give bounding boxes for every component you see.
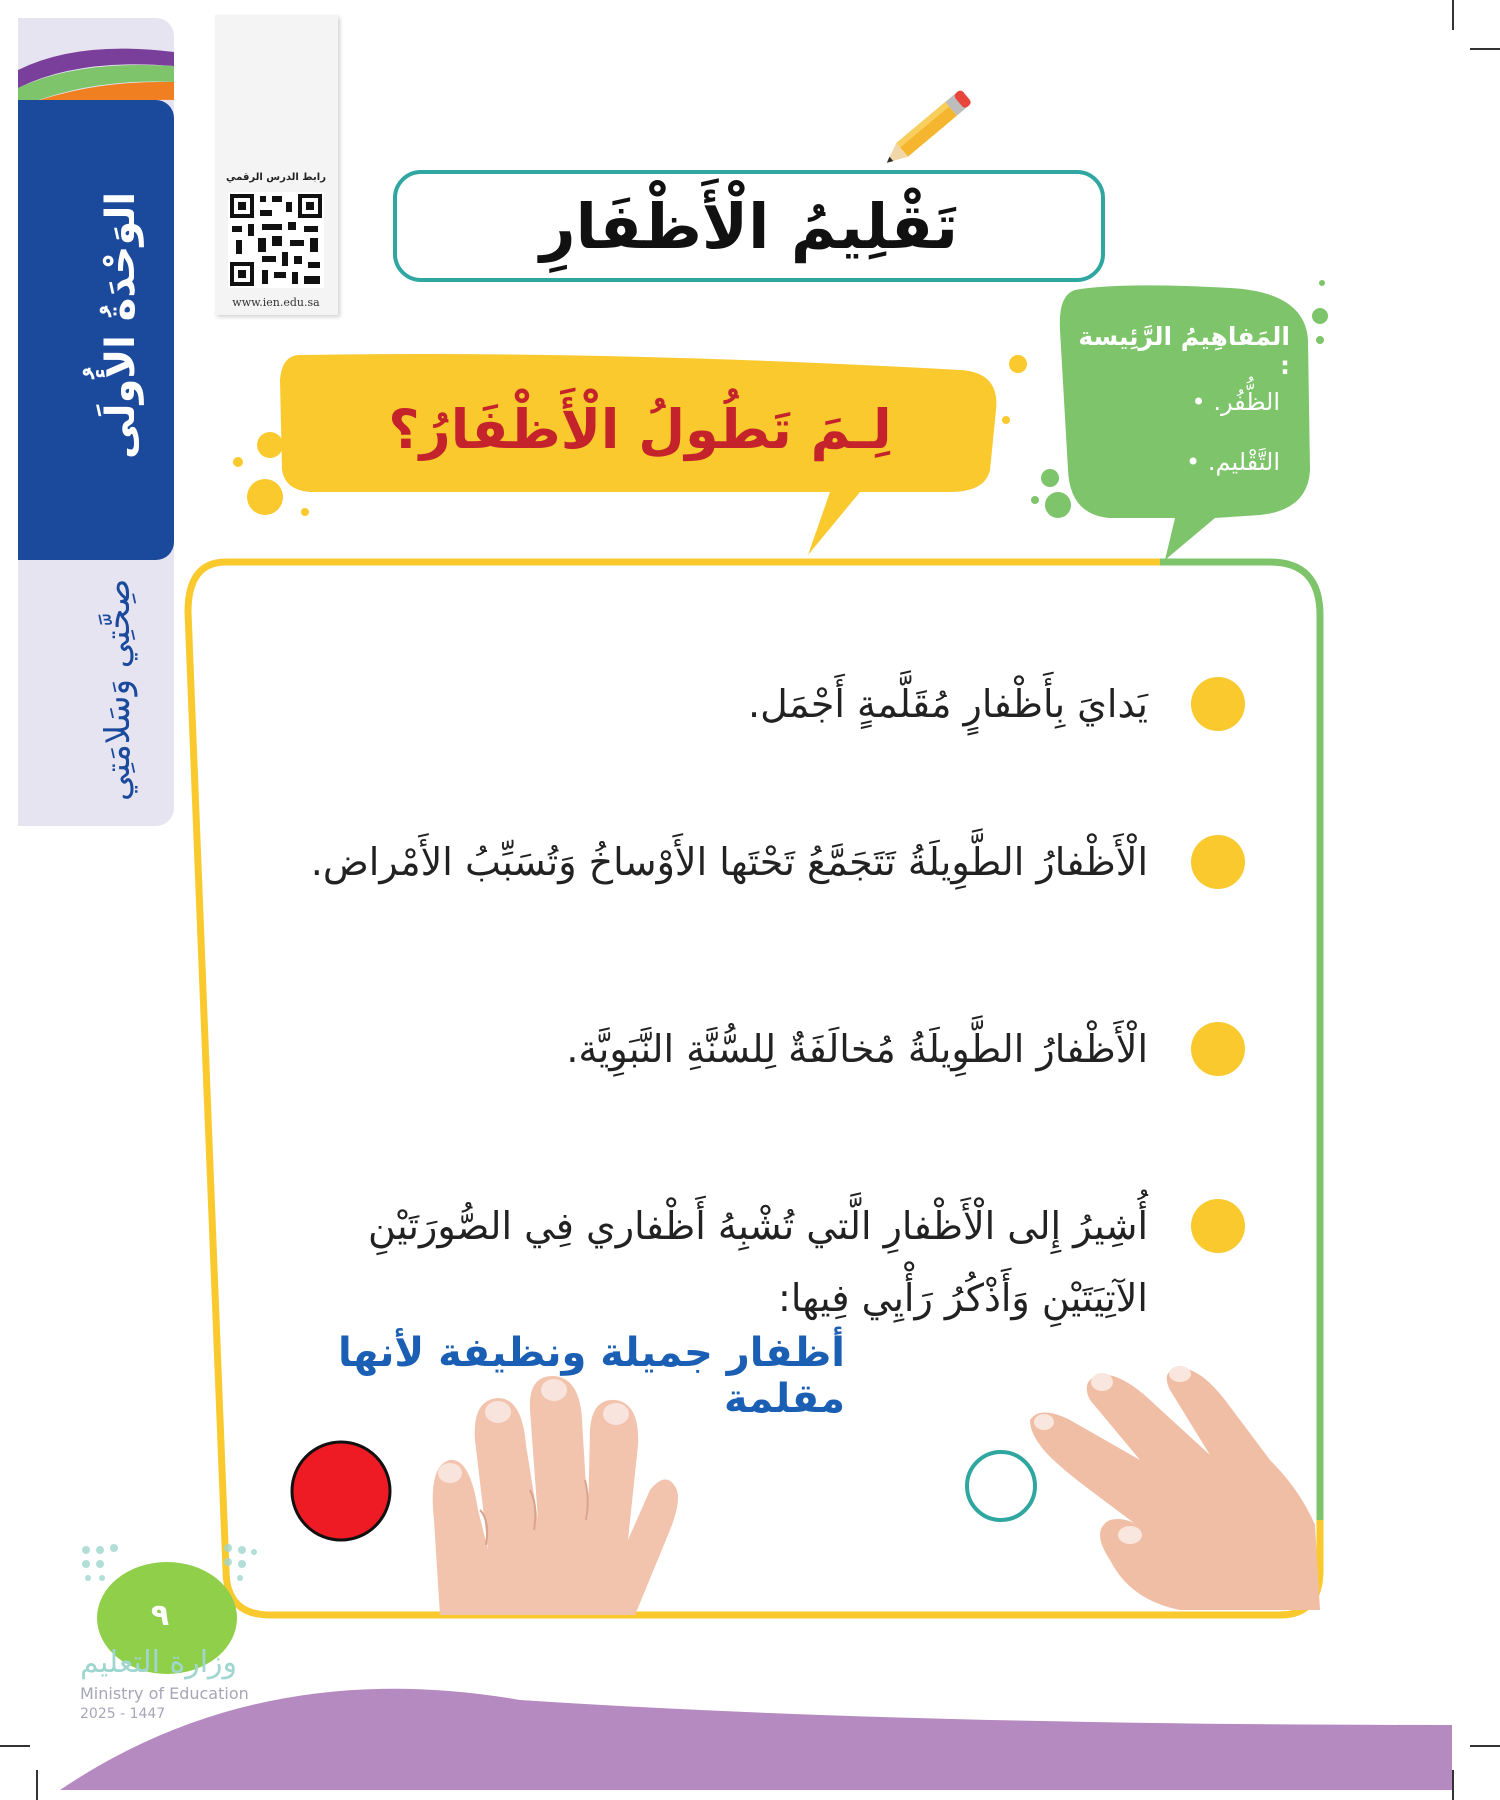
bullet-text: الْأَظْفارُ الطَّوِيلَةُ تَتَجَمَّعُ تَحْتَها الأَوْساخُ وَتُسَبِّبُ الأَمْراض. [310, 840, 1148, 884]
left-hand-icon [420, 1370, 680, 1615]
lesson-title: تَقْلِيمُ الْأَظْفَارِ [539, 189, 959, 263]
bullet-dot [1191, 1022, 1245, 1076]
concept-item: الظُّفُر. • [1191, 388, 1280, 416]
right-hand-icon [1030, 1360, 1320, 1610]
empty-circle-mark-icon [963, 1448, 1039, 1524]
concept-item: التَّقْليم. • [1186, 448, 1280, 476]
bullet-text: الْأَظْفارُ الطَّوِيلَةُ مُخالَفَةٌ لِلسُّنَّةِ النَّبَوِيَّة. [566, 1027, 1148, 1071]
qr-caption: رابط الدرس الرقمي [226, 172, 326, 183]
red-circle-mark-icon [288, 1438, 394, 1544]
bullet-dot [1191, 1199, 1245, 1253]
bullet-dot [1191, 835, 1245, 889]
concepts-title: المَفاهِيمُ الرَّئِيسة : [1078, 322, 1290, 380]
ministry-name-ar: وزارة التعليم [80, 1645, 238, 1680]
handwritten-answer: أظفار جميلة ونظيفة لأنها مقلمة [337, 1330, 845, 1422]
page-number: ٩ [150, 1598, 170, 1633]
unit-label: الوَحْدَةُ الأُولَى [98, 191, 144, 459]
bullet-dot [1191, 677, 1245, 731]
bullet-text: أُشِيرُ إِلى الْأَظْفارِ الَّتي تُشْبِهُ أَظْفاري فِي الصُّورَتَيْنِ الآتِيَتَيْنِ وَأَذْكُرُ رَأْيِي فِيها: [368, 1204, 1148, 1320]
theme-label: صِحَّتِي وَسَلامَتِي [98, 578, 138, 802]
lesson-title-box [393, 170, 1105, 282]
sidebar-unit-panel [18, 100, 174, 560]
pencil-icon [870, 82, 980, 182]
edition-year: 2025 - 1447 [80, 1706, 166, 1722]
qr-url[interactable]: www.ien.edu.sa [232, 296, 320, 309]
qr-code-icon[interactable] [228, 192, 324, 288]
lesson-question: لِـمَ تَطُولُ الْأَظْفَارُ؟ [388, 398, 892, 461]
ministry-name-en: Ministry of Education [80, 1684, 249, 1703]
bullet-text: يَدايَ بِأَظْفارٍ مُقَلَّمةٍ أَجْمَل. [748, 682, 1148, 726]
